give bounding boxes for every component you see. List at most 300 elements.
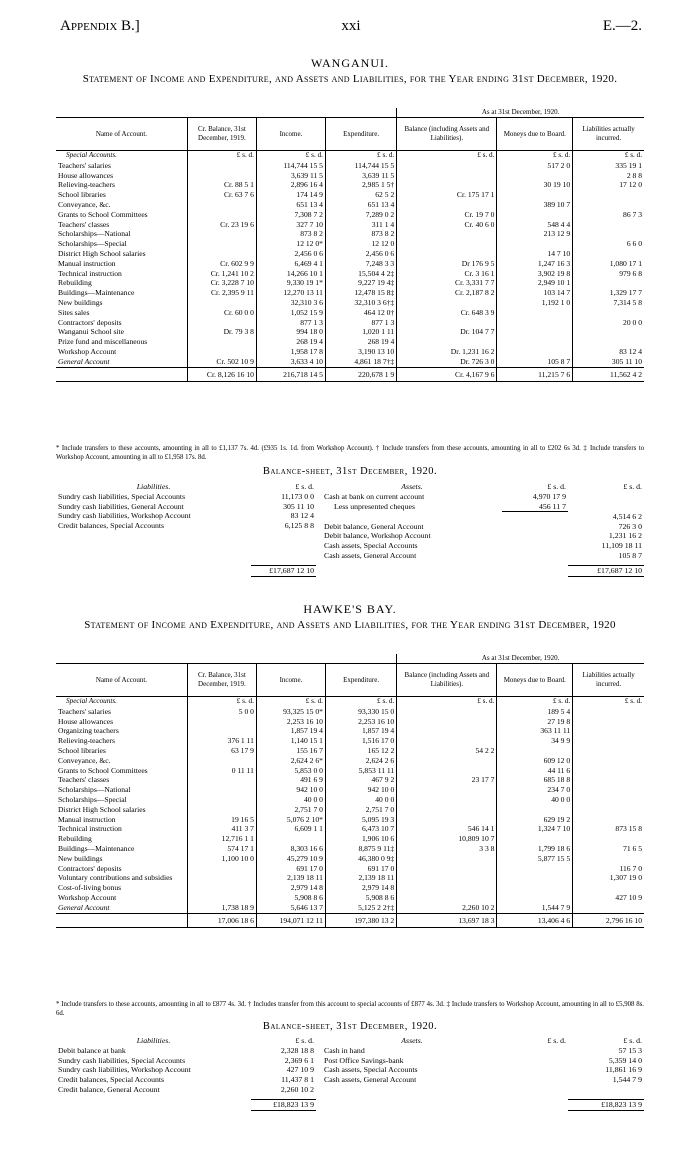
account-name: School libraries — [58, 745, 106, 755]
table-row — [56, 834, 644, 844]
amount-cell: 9,330 19 1* — [256, 278, 325, 288]
amount-cell: 116 7 0 — [573, 864, 644, 874]
account-name: Workshop Account — [58, 346, 117, 356]
amount-cell — [397, 785, 497, 795]
balance-sheet-assets — [322, 1036, 644, 1111]
amount-cell — [573, 249, 644, 259]
table-row — [56, 726, 644, 736]
amount-cell: Cr. 88 5 1 — [187, 180, 256, 190]
col-liabilities: Liabilities actually incurred. — [573, 664, 644, 697]
table-row — [56, 318, 644, 328]
amount-cell: 2,456 0 6 — [256, 249, 325, 259]
table-row — [56, 171, 644, 181]
account-name: New buildings — [58, 297, 103, 307]
bs-label: Sundry cash liabilities, General Account — [58, 501, 184, 511]
special-accounts-heading: Special Accounts. — [66, 697, 117, 705]
bs-asset-row — [322, 502, 644, 512]
account-name: Buildings—Maintenance — [58, 843, 135, 853]
bs-asset-row — [322, 1056, 644, 1066]
bs-amount: 427 10 9 — [286, 1065, 314, 1075]
amount-cell: 6 6 0 — [573, 239, 644, 249]
amount-cell — [397, 766, 497, 776]
bs-label: Cash assets, Special Accounts — [324, 541, 418, 551]
amount-cell: 7,308 7 2 — [256, 210, 325, 220]
amount-cell: 103 14 7 — [497, 288, 573, 298]
amount-cell: Cr. 175 17 1 — [397, 190, 497, 200]
amount-cell: 6,473 10 7 — [325, 824, 396, 834]
currency-units: £ s. d. — [497, 697, 573, 707]
account-name: District High School salaries — [58, 804, 146, 814]
amount-cell: 1,324 7 10 — [497, 824, 573, 834]
col-name: Name of Account. — [56, 118, 187, 151]
table-row — [56, 200, 644, 210]
table-row — [56, 736, 644, 746]
amount-cell — [187, 717, 256, 727]
amount-cell — [397, 736, 497, 746]
bs-amount — [502, 551, 568, 561]
amount-cell — [187, 805, 256, 815]
bs-total-row — [56, 565, 316, 576]
amount-cell: 942 10 0 — [256, 785, 325, 795]
table-row — [56, 903, 644, 913]
table-body — [56, 697, 644, 928]
account-name: Organizing teachers — [58, 726, 119, 736]
amount-cell: 3,902 19 8 — [497, 269, 573, 279]
amount-cell — [573, 736, 644, 746]
bs-liability-row — [56, 1046, 316, 1056]
section-title: WANGANUI. — [311, 56, 389, 70]
amount-cell: 63 17 9 — [187, 746, 256, 756]
amount-cell: 234 7 0 — [497, 785, 573, 795]
account-name: Conveyance, &c. — [58, 755, 111, 765]
bs-heading-row — [56, 482, 316, 492]
account-name: Teachers' salaries — [58, 706, 111, 716]
amount-cell — [187, 210, 256, 220]
liabilities-heading: Liabilities. — [136, 1036, 171, 1045]
amount-cell: 14 7 10 — [497, 249, 573, 259]
bs-asset-row — [322, 492, 644, 502]
account-name: Workshop Account — [58, 892, 117, 902]
col-expenditure: Expenditure. — [325, 118, 396, 151]
spacer-row — [56, 531, 316, 541]
amount-cell — [397, 815, 497, 825]
account-name: Rebuilding — [58, 278, 92, 288]
balance-sheet-title: Balance-sheet, 31st December, 1920. — [262, 1021, 438, 1032]
amount-cell: 4,861 18 7†‡ — [325, 357, 396, 367]
amount-cell — [573, 775, 644, 785]
amount-cell: 2,751 7 0 — [256, 805, 325, 815]
amount-cell: 44 11 6 — [497, 766, 573, 776]
currency-units: £ s. d. — [295, 482, 314, 491]
account-name: Wanganui School site — [58, 327, 125, 337]
amount-cell: 2,253 16 10 — [256, 717, 325, 727]
amount-cell: 71 6 5 — [573, 844, 644, 854]
amount-cell: 411 3 7 — [187, 824, 256, 834]
total-amount: 13,406 4 6 — [497, 913, 573, 927]
table-row — [56, 347, 644, 357]
bs-amount: 1,231 16 2 — [608, 531, 642, 541]
amount-cell: 942 10 0 — [325, 785, 396, 795]
amount-cell: 979 6 8 — [573, 269, 644, 279]
currency-units: £ s. d. — [573, 151, 644, 161]
amount-cell: 7,248 3 3 — [325, 259, 396, 269]
bs-amount: 2,260 10 2 — [280, 1084, 314, 1094]
amount-cell — [187, 298, 256, 308]
amount-cell — [187, 229, 256, 239]
amount-cell: 40 0 0 — [256, 795, 325, 805]
amount-cell: 14,266 10 1 — [256, 269, 325, 279]
currency-units: £ s. d. — [325, 697, 396, 707]
account-name: Manual instruction — [58, 814, 116, 824]
amount-cell: 1,080 17 1 — [573, 259, 644, 269]
bs-amount: 83 12 4 — [290, 511, 314, 521]
amount-cell: 40 0 0 — [497, 795, 573, 805]
amount-cell: Dr. 104 7 7 — [397, 327, 497, 337]
table-row — [56, 161, 644, 171]
amount-cell: 464 12 0† — [325, 308, 396, 318]
balance-sheet-title: Balance-sheet, 31st December, 1920. — [262, 466, 438, 477]
amount-cell: Cr. 648 3 9 — [397, 308, 497, 318]
table-row — [56, 337, 644, 347]
bs-liability-row — [56, 1085, 316, 1095]
account-name: Technical instruction — [58, 268, 122, 278]
amount-cell — [187, 756, 256, 766]
account-name: Teachers' classes — [58, 219, 110, 229]
amount-cell: 19 16 5 — [187, 815, 256, 825]
amount-cell: 2,253 16 10 — [325, 717, 396, 727]
amount-cell: 155 16 7 — [256, 746, 325, 756]
page-number: xxi — [341, 18, 361, 34]
amount-cell — [397, 883, 497, 893]
amount-cell — [397, 298, 497, 308]
amount-cell — [187, 171, 256, 181]
table-row — [56, 278, 644, 288]
bs-heading-row — [322, 482, 644, 492]
amount-cell: 427 10 9 — [573, 893, 644, 903]
amount-cell: 2,139 18 11 — [325, 873, 396, 883]
amount-cell: Dr 176 9 5 — [397, 259, 497, 269]
amount-cell: 3 3 8 — [397, 844, 497, 854]
table-row — [56, 785, 644, 795]
amount-cell: 651 13 4 — [325, 200, 396, 210]
account-name: Contractors' deposits — [58, 863, 122, 873]
account-name: Scholarships—Special — [58, 239, 127, 249]
total-amount: 194,071 12 11 — [256, 913, 325, 927]
account-name: General Account — [58, 902, 110, 912]
currency-units: £ s. d. — [187, 697, 256, 707]
as-at-header: As at 31st December, 1920. — [397, 108, 644, 118]
amount-cell — [397, 171, 497, 181]
col-balance: Balance (including Assets and Liabilities). — [397, 118, 497, 151]
table-row — [56, 893, 644, 903]
amount-cell — [187, 883, 256, 893]
bs-asset-row — [322, 512, 644, 522]
amount-cell: 45,279 10 9 — [256, 854, 325, 864]
amount-cell: 1,052 15 9 — [256, 308, 325, 318]
amount-cell: 5,853 0 0 — [256, 766, 325, 776]
amount-cell — [573, 229, 644, 239]
amount-cell — [497, 239, 573, 249]
account-name: Technical instruction — [58, 824, 122, 834]
amount-cell: Cr. 3,331 7 7 — [397, 278, 497, 288]
table-row — [56, 190, 644, 200]
table-row — [56, 229, 644, 239]
amount-cell: 5,853 11 11 — [325, 766, 396, 776]
bs-amount — [502, 1075, 568, 1085]
col-cr-balance: Cr. Balance, 31st December, 1919. — [187, 118, 256, 151]
amount-cell: 389 10 7 — [497, 200, 573, 210]
amount-cell — [573, 756, 644, 766]
table-row — [56, 220, 644, 230]
amount-cell: 83 12 4 — [573, 347, 644, 357]
amount-cell — [573, 834, 644, 844]
amount-cell: 335 19 1 — [573, 161, 644, 171]
bs-amount: 11,861 16 9 — [605, 1065, 642, 1075]
bs-asset-row — [322, 522, 644, 532]
amount-cell: 1,906 10 6 — [325, 834, 396, 844]
bs-amount — [568, 492, 644, 502]
amount-cell: Cr. 19 7 0 — [397, 210, 497, 220]
assets-heading: Assets. — [401, 482, 423, 491]
bs-label: Sundry cash liabilities, Special Accounts — [58, 491, 186, 501]
amount-cell: 12 12 0 — [325, 239, 396, 249]
bs-liability-row — [56, 1056, 316, 1066]
amount-cell: 1,958 17 8 — [256, 347, 325, 357]
amount-cell: Cr. 40 6 0 — [397, 220, 497, 230]
amount-cell: 1,857 19 4 — [325, 726, 396, 736]
bs-total-spacer — [502, 1100, 568, 1111]
amount-cell: 1,799 18 6 — [497, 844, 573, 854]
account-name: House allowances — [58, 716, 114, 726]
col-balance: Balance (including Assets and Liabilities). — [397, 664, 497, 697]
currency-units: £ s. d. — [397, 151, 497, 161]
amount-cell — [573, 785, 644, 795]
bs-label: Less unpresented cheques — [334, 501, 415, 511]
amount-cell: 213 12 9 — [497, 229, 573, 239]
amount-cell: 327 7 10 — [256, 220, 325, 230]
amount-cell: 517 2 0 — [497, 161, 573, 171]
total-amount: 216,718 14 5 — [256, 367, 325, 381]
amount-cell — [573, 726, 644, 736]
amount-cell — [573, 308, 644, 318]
amount-cell — [497, 864, 573, 874]
amount-cell: 32,310 3 6†‡ — [325, 298, 396, 308]
amount-cell — [397, 161, 497, 171]
total-amount: 11,215 7 6 — [497, 367, 573, 381]
amount-cell — [397, 873, 497, 883]
currency-units: £ s. d. — [397, 697, 497, 707]
amount-cell: 5,646 13 7 — [256, 903, 325, 913]
bs-amount — [502, 1065, 568, 1075]
bs-total-row — [322, 1100, 644, 1111]
total-amount: 17,006 18 6 — [187, 913, 256, 927]
account-name: Conveyance, &c. — [58, 199, 111, 209]
amount-cell: 5,908 8 6 — [256, 893, 325, 903]
amount-cell — [397, 180, 497, 190]
balance-sheet-assets — [322, 482, 644, 577]
bs-label: Credit balances, Special Accounts — [58, 521, 165, 531]
amount-cell — [573, 220, 644, 230]
currency-units: £ s. d. — [623, 1036, 642, 1045]
amount-cell: 17 12 0 — [573, 180, 644, 190]
footnotes: * Include transfers to these accounts, amounting in all to £877 4s. 3d. † Includes transfer from this account to special accounts of £877 4s. 3d. ‡ Include transfers to Workshop Account, amounting in all to £5,908 8s. 6d. — [56, 1001, 644, 1017]
amount-cell: 1,329 17 7 — [573, 288, 644, 298]
amount-cell: 12 12 0* — [256, 239, 325, 249]
bs-amount: 11,437 8 1 — [281, 1075, 314, 1085]
amount-cell: 3,639 11 5 — [325, 171, 396, 181]
amount-cell: 1,857 19 4 — [256, 726, 325, 736]
bs-liability-row — [56, 521, 316, 531]
account-name: Scholarships—Special — [58, 794, 127, 804]
amount-cell — [573, 200, 644, 210]
amount-cell: 6,609 1 1 — [256, 824, 325, 834]
account-name: Teachers' salaries — [58, 160, 111, 170]
amount-cell: 114,744 15 5 — [256, 161, 325, 171]
amount-cell — [187, 337, 256, 347]
amount-cell — [497, 210, 573, 220]
table-row — [56, 775, 644, 785]
amount-cell: 2,260 10 2 — [397, 903, 497, 913]
bs-label: Sundry cash liabilities, Workshop Account — [58, 1065, 191, 1075]
account-name: Teachers' classes — [58, 775, 110, 785]
account-name: Rebuilding — [58, 834, 92, 844]
statement-heading: Statement of Income and Expenditure, and Assets and Liabilities, for the Year ending 31st December, 1920. — [82, 73, 618, 85]
bs-amount — [502, 541, 568, 551]
currency-units: £ s. d. — [573, 697, 644, 707]
bs-amount — [502, 531, 568, 541]
account-name: District High School salaries — [58, 248, 146, 258]
as-at-header: As at 31st December, 1920. — [397, 654, 644, 664]
currency-units: £ s. d. — [547, 482, 566, 491]
amount-cell — [573, 190, 644, 200]
amount-cell — [573, 746, 644, 756]
assets-total: £17,687 12 10 — [568, 566, 644, 577]
amount-cell: 305 11 10 — [573, 357, 644, 367]
amount-cell — [573, 766, 644, 776]
amount-cell — [573, 805, 644, 815]
bs-label: Debit balance at bank — [58, 1045, 126, 1055]
account-name: Relieving-teachers — [58, 736, 115, 746]
bs-liability-row — [56, 502, 316, 512]
bs-amount: 456 11 7 — [502, 502, 568, 512]
spacer-row — [56, 551, 316, 561]
totals-label — [56, 913, 187, 927]
amount-cell: Cr. 502 10 9 — [187, 357, 256, 367]
amount-cell — [497, 327, 573, 337]
bs-label: Sundry cash liabilities, Special Accounts — [58, 1055, 186, 1065]
table-row — [56, 308, 644, 318]
liabilities-total: £17,687 12 10 — [251, 565, 316, 576]
table-row — [56, 239, 644, 249]
amount-cell: 23 17 7 — [397, 775, 497, 785]
amount-cell: 574 17 1 — [187, 844, 256, 854]
bs-asset-row — [322, 1065, 644, 1075]
bs-asset-row — [322, 541, 644, 551]
amount-cell: 2 8 8 — [573, 171, 644, 181]
amount-cell: 2,985 1 5† — [325, 180, 396, 190]
amount-cell: Dr. 726 3 0 — [397, 357, 497, 367]
account-name: Prize fund and miscellaneous — [58, 337, 148, 347]
bs-total-spacer — [56, 1100, 251, 1111]
bs-asset-row — [322, 1075, 644, 1085]
col-moneys-due: Moneys due to Board. — [497, 118, 573, 151]
amount-cell: Dr. 79 3 8 — [187, 327, 256, 337]
table-row — [56, 259, 644, 269]
account-name: Scholarships—National — [58, 785, 131, 795]
amount-cell — [497, 893, 573, 903]
bs-liability-row — [56, 1065, 316, 1075]
liabilities-total: £18,823 13 9 — [251, 1100, 316, 1111]
currency-row — [56, 151, 644, 161]
amount-cell: Dr. 1,231 16 2 — [397, 347, 497, 357]
table-body — [56, 151, 644, 382]
bs-heading-row — [322, 1036, 644, 1046]
table-row — [56, 766, 644, 776]
assets-total: £18,823 13 9 — [568, 1100, 644, 1111]
footnotes: * Include transfers to these accounts, amounting in all to £1,137 7s. 4d. (£935 1s. 1d. from Workshop Account). † Include transfers from these accounts, amounting in all to £202 6s 3d. ‡ Include transfers to Workshop Account, amounting in all to £1,958 17s. 8d. — [56, 445, 644, 461]
amount-cell — [397, 756, 497, 766]
bs-liability-row — [56, 492, 316, 502]
bs-amount — [502, 1046, 568, 1056]
amount-cell: 691 17 0 — [256, 864, 325, 874]
table-row — [56, 357, 644, 367]
appendix-label: Appendix B.] — [60, 18, 140, 34]
amount-cell — [397, 318, 497, 328]
table-row — [56, 707, 644, 717]
amount-cell: Cr. 2,395 9 11 — [187, 288, 256, 298]
col-cr-balance: Cr. Balance, 31st December, 1919. — [187, 664, 256, 697]
amount-cell: 2,139 18 11 — [256, 873, 325, 883]
amount-cell: 2,896 16 4 — [256, 180, 325, 190]
bs-amount: 2,369 6 1 — [284, 1055, 314, 1065]
bs-total-spacer — [322, 1100, 502, 1111]
account-name: Cost-of-living bonus — [58, 883, 122, 893]
amount-cell — [397, 249, 497, 259]
table-row — [56, 815, 644, 825]
amount-cell: 877 1 3 — [325, 318, 396, 328]
amount-cell: 3,639 11 5 — [256, 171, 325, 181]
amount-cell: 2,979 14 8 — [256, 883, 325, 893]
bs-total-spacer — [56, 565, 251, 576]
bs-label: Cash at bank on current account — [324, 491, 425, 501]
amount-cell: 54 2 2 — [397, 746, 497, 756]
account-name: New buildings — [58, 853, 103, 863]
amount-cell: 1,100 10 0 — [187, 854, 256, 864]
assets-heading: Assets. — [401, 1036, 423, 1045]
bs-liability-row — [56, 1075, 316, 1085]
account-name: School libraries — [58, 190, 106, 200]
account-name: Grants to School Committees — [58, 209, 148, 219]
currency-units: £ s. d. — [547, 1036, 566, 1045]
bs-total-spacer — [502, 566, 568, 577]
amount-cell — [497, 883, 573, 893]
total-amount: Cr. 8,126 16 10 — [187, 367, 256, 381]
amount-cell — [256, 834, 325, 844]
table-row — [56, 717, 644, 727]
total-amount: Cr. 4,167 9 6 — [397, 367, 497, 381]
amount-cell: 5,877 15 5 — [497, 854, 573, 864]
amount-cell — [497, 318, 573, 328]
amount-cell: 548 4 4 — [497, 220, 573, 230]
bs-amount: 11,109 18 11 — [601, 541, 642, 551]
bs-amount: 4,970 17 9 — [532, 491, 566, 501]
amount-cell: 2,456 0 6 — [325, 249, 396, 259]
amount-cell — [573, 717, 644, 727]
bs-amount: 726 3 0 — [618, 521, 642, 531]
amount-cell: 994 18 0 — [256, 327, 325, 337]
currency-units: £ s. d. — [295, 1036, 314, 1045]
amount-cell: 27 19 8 — [497, 717, 573, 727]
